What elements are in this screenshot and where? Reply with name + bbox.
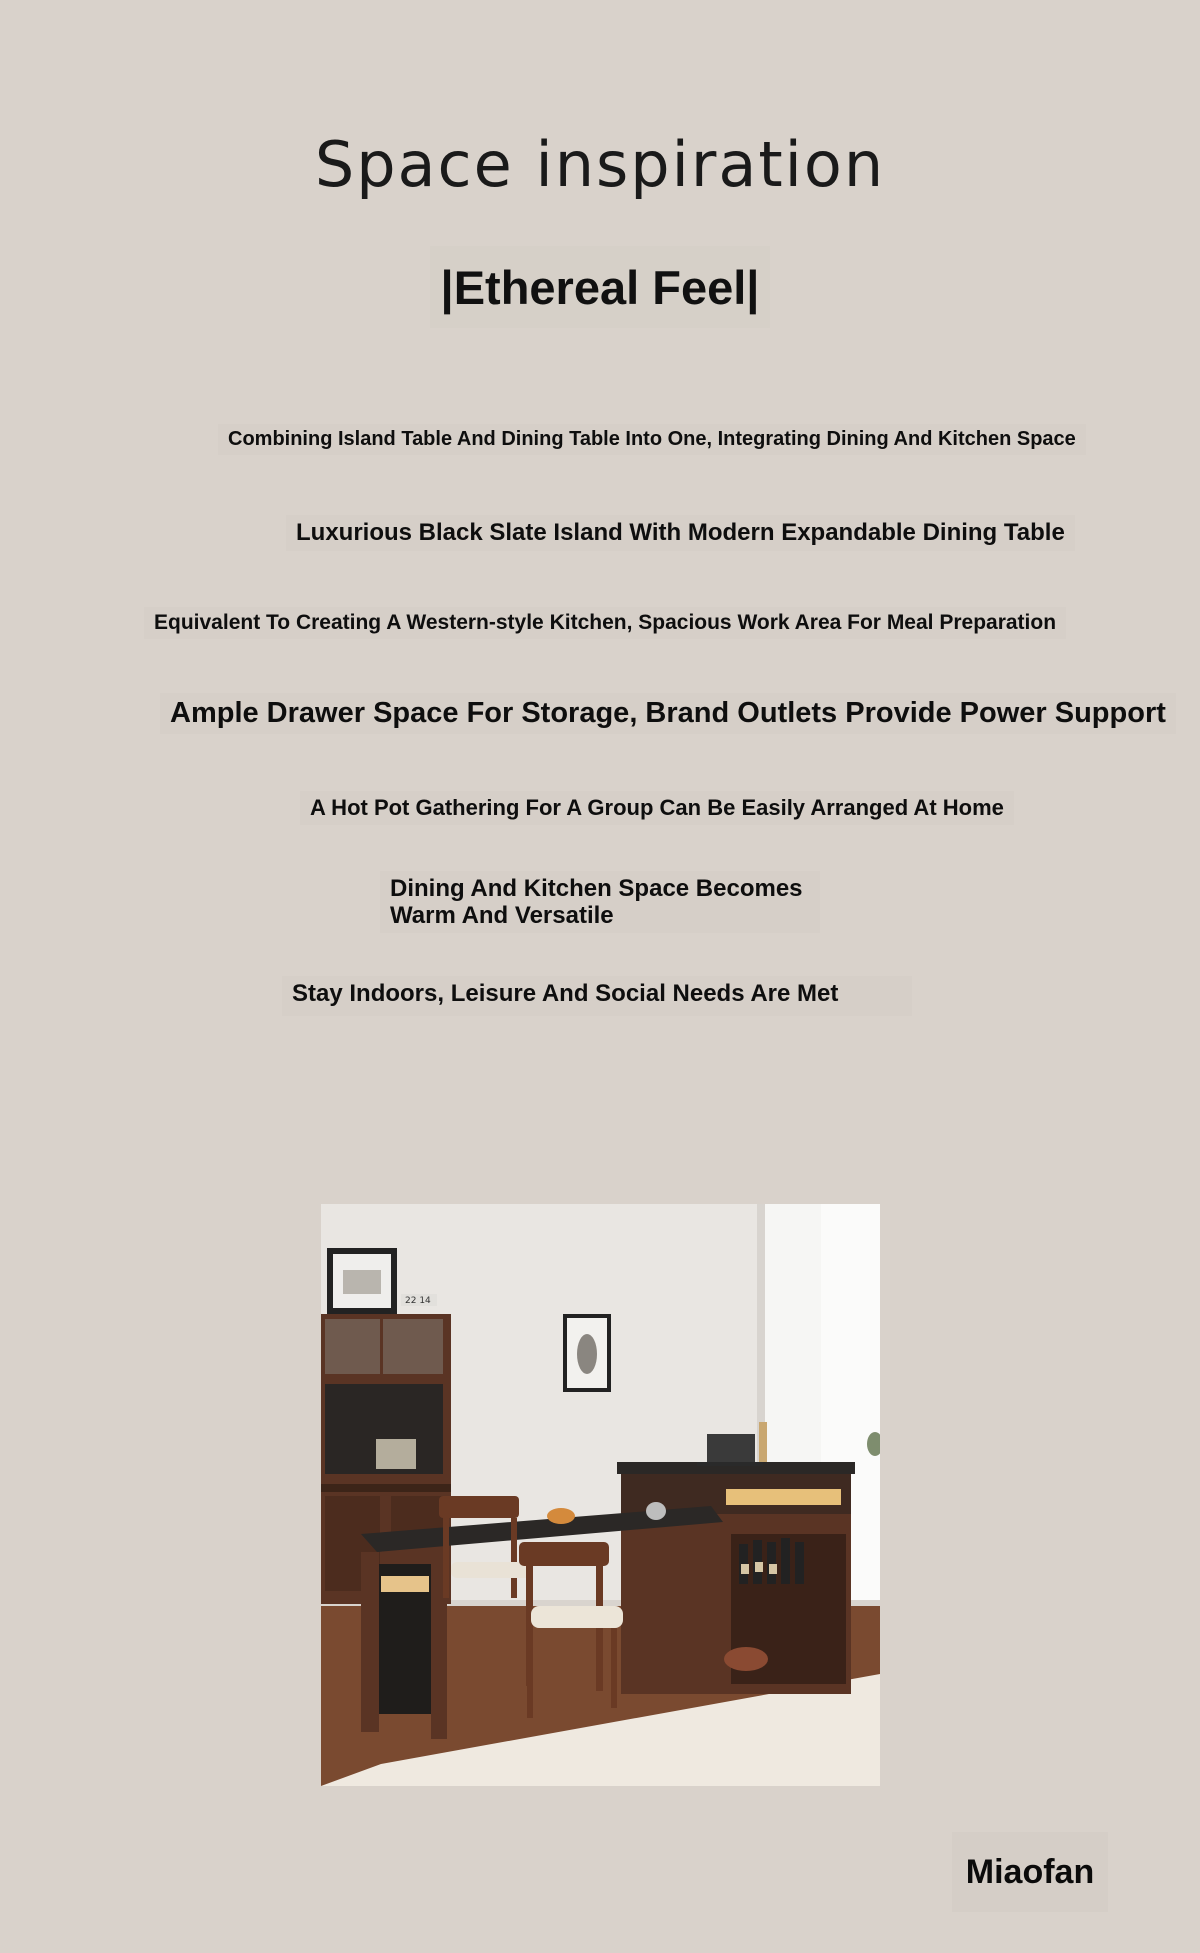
feature-line-7: Stay Indoors, Leisure And Social Needs Are Met: [282, 976, 912, 1016]
feature-line-5: A Hot Pot Gathering For A Group Can Be Easily Arranged At Home: [300, 791, 1014, 825]
product-photo: [321, 1204, 880, 1786]
page-title: Space inspiration: [314, 128, 886, 201]
brand-name: Miaofan: [965, 1852, 1095, 1891]
dining-island-illustration: [321, 1204, 880, 1786]
subtitle: |Ethereal Feel|: [440, 260, 760, 314]
subtitle-box: [430, 246, 770, 328]
art-text: 22 14: [405, 1296, 431, 1306]
feature-line-1: Combining Island Table And Dining Table Into One, Integrating Dining And Kitchen Space: [218, 424, 1086, 455]
feature-line-2: Luxurious Black Slate Island With Modern Expandable Dining Table: [286, 515, 1075, 551]
feature-line-4: Ample Drawer Space For Storage, Brand Outlets Provide Power Support: [160, 693, 1176, 734]
brand-box: [952, 1832, 1108, 1912]
feature-line-3: Equivalent To Creating A Western-style Kitchen, Spacious Work Area For Meal Preparation: [144, 607, 1066, 639]
feature-line-6: Dining And Kitchen Space Becomes Warm And Versatile: [380, 871, 820, 933]
